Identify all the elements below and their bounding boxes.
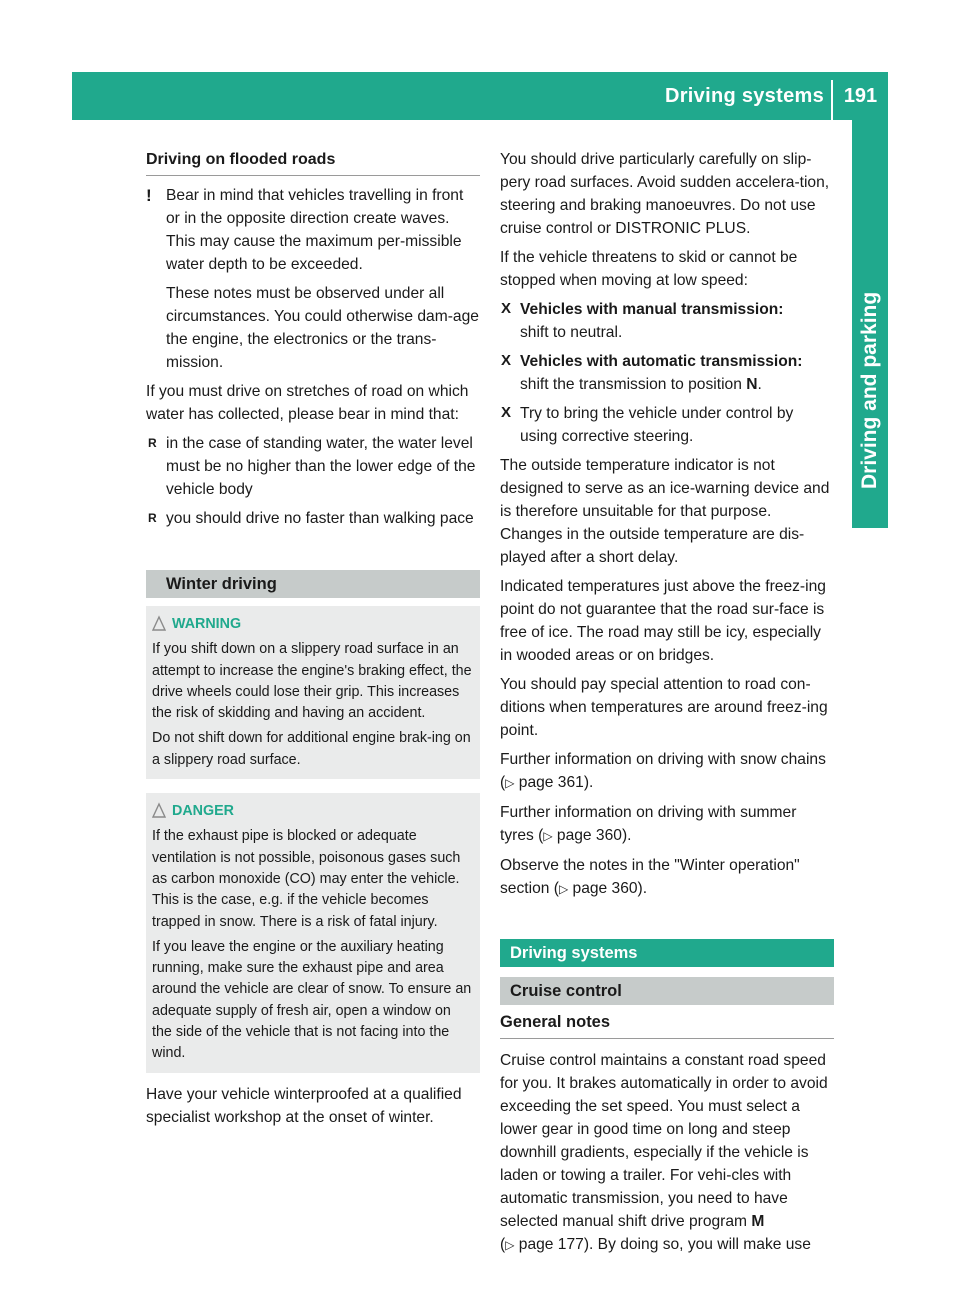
step-arrow-icon: X xyxy=(501,404,512,421)
danger-text: If the exhaust pipe is blocked or adequate ventilation is not possible, poisonous gases such as carbon monoxide (CO) may enter the vehicle. This is the case, e.g. if the vehicle becomes trapped in snow. There is a risk of fatal injury. xyxy=(152,828,461,930)
temperature-indicator-text: The outside temperature indicator is not designed to serve as an ice-warning device and is therefore unsuitable for that purpose. Changes in the outside temperature are dis-played after a short delay. xyxy=(500,457,830,566)
warning-triangle-icon xyxy=(152,801,166,821)
cruise-control-heading: Cruise control xyxy=(500,977,834,1005)
chapter-label: Driving and parking xyxy=(858,291,881,489)
flooded-roads-heading: Driving on flooded roads xyxy=(146,148,480,176)
freezing-point-text: Indicated temperatures just above the freez-ing point do not guarantee that the road sur-face is free of ice. The road may still be icy, especially in wooded areas or on bridges. xyxy=(500,578,826,664)
driving-systems-heading: Driving systems xyxy=(500,939,834,967)
chapter-thumb-marker xyxy=(852,492,888,528)
cruise-control-text: Cruise control maintains a constant road speed for you. It brakes automatically in order to avoid exceeding the set speed. You must select a lower gear in good time on long and steep downhill gradients, especially if the vehicle is laden or towing a trailer. For vehi-cles with automatic transmission, you need to have selected manual shift drive program M (▷ page 177). By doing so, you will make use xyxy=(500,1052,828,1253)
page-number: 191 xyxy=(843,85,878,107)
road-conditions-text: You should pay special attention to road con-ditions when temperatures are around freez-ing point. xyxy=(500,676,828,739)
page-link[interactable]: page 360). xyxy=(572,880,648,897)
winter-driving-heading: Winter driving xyxy=(146,570,480,598)
page-link[interactable]: page 360). xyxy=(556,827,632,844)
chapter-side-tab xyxy=(852,120,888,495)
page-pointer-icon: ▷ xyxy=(558,882,569,896)
bullet-icon: R xyxy=(148,436,157,450)
page-header xyxy=(72,72,888,120)
general-notes-heading: General notes xyxy=(500,1011,834,1039)
left-column xyxy=(146,148,480,1129)
step-arrow-icon: X xyxy=(501,300,512,317)
page-pointer-icon: ▷ xyxy=(505,1238,515,1252)
warning-box xyxy=(146,606,480,779)
winter-operation-text: Observe the notes in the "Winter operation" section (▷ page 360). xyxy=(500,857,800,897)
warning-text-2: Do not shift down for additional engine brak-ing on a slippery road surface. xyxy=(152,730,471,768)
list-item: R in the case of standing water, the water level must be no higher than the lower edge of the vehicle body xyxy=(146,432,480,501)
header-title: Driving systems xyxy=(664,85,824,107)
warning-text: If you shift down on a slippery road surface in an attempt to increase the engine's braking effect, the drive wheels could lose their grip. This increases the risk of skidding and having an accident. xyxy=(152,641,472,722)
slippery-text: You should drive particularly carefully on slip-pery road surfaces. Avoid sudden accelera-tion, steering and braking manoeuvres. Do not use cruise control or DISTRONIC PLUS. xyxy=(500,151,830,237)
note-text: Bear in mind that vehicles travelling in front or in the opposite direction create waves. This may cause the maximum per-missible water depth to be exceeded. xyxy=(166,187,464,273)
danger-box xyxy=(146,793,480,1073)
warning-label: WARNING xyxy=(172,616,242,632)
step-arrow-icon: X xyxy=(501,352,512,369)
exclamation-icon: ! xyxy=(146,186,152,205)
danger-text-2: If you leave the engine or the auxiliary heating running, make sure the exhaust pipe and area around the vehicle are clear of snow. To ensure an adequate supply of fresh air, open a window on the side of the vehicle that is not facing into the wind. xyxy=(152,938,472,1062)
list-item: R you should drive no faster than walking pace xyxy=(146,507,480,530)
bullet-icon: R xyxy=(148,511,157,525)
page-pointer-icon: ▷ xyxy=(543,829,553,843)
list-item: X Vehicles with automatic transmission: shift the transmission to position N. xyxy=(500,350,834,396)
danger-label: DANGER xyxy=(172,803,234,820)
page-link[interactable]: page 177). By doing so, you will make use xyxy=(518,1236,811,1253)
right-column xyxy=(500,148,834,1257)
caution-note xyxy=(146,184,480,374)
note-text-2: These notes must be observed under all circumstances. You could otherwise dam-age the engine, the electronics or the trans-mission. xyxy=(166,285,479,371)
warning-triangle-icon xyxy=(152,614,166,634)
list-item: X Try to bring the vehicle under control by using corrective steering. xyxy=(500,402,834,448)
flooded-intro: If you must drive on stretches of road on which water has collected, please bear in mind that: xyxy=(146,383,469,423)
page-link[interactable]: page 361). xyxy=(518,774,594,791)
snow-chains-text: Further information on driving with snow chains (▷ page 361). xyxy=(500,751,826,791)
page-pointer-icon: ▷ xyxy=(505,776,515,790)
winterproof-text: Have your vehicle winterproofed at a qualified specialist workshop at the onset of winter. xyxy=(146,1085,462,1126)
summer-tyres-text: Further information on driving with summer tyres (▷ page 360). xyxy=(500,804,797,844)
skid-intro: If the vehicle threatens to skid or cannot be stopped when moving at low speed: xyxy=(500,249,798,289)
list-item: X Vehicles with manual transmission: shift to neutral. xyxy=(500,298,834,344)
